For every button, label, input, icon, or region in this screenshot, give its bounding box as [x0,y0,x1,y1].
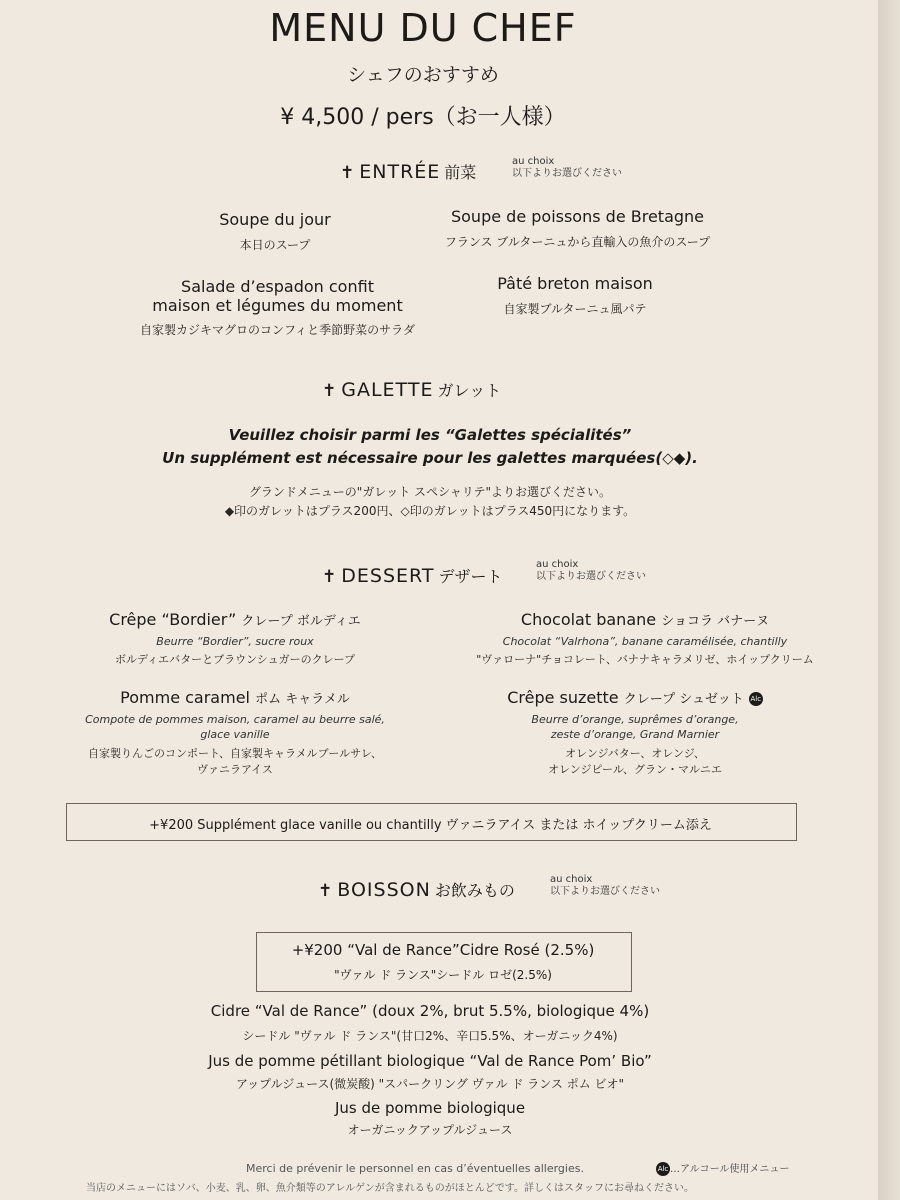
dish-name: Crêpe “Bordier” [109,610,237,629]
section-entree-heading [340,160,476,183]
section-boisson-title: BOISSON [337,879,431,901]
dish-jp-name: クレープ シュゼット [623,692,744,707]
menu-price: ¥ 4,500 / pers（お一人様） [280,105,566,130]
section-galette-heading [322,378,501,401]
alc-legend [656,1160,789,1176]
dish-name: Crêpe suzette [507,688,619,707]
dish-desc-jp: ボルディエバターとブラウンシュガーのクレープ [114,653,356,666]
drink-name: Jus de pomme pétillant biologique “Val de Rance Pom’ Bio” [208,1052,652,1070]
drink-jp: アップルジュース(微炭酸) "スパークリング ヴァル ド ランス ポム ビオ" [235,1077,625,1091]
dish-name: Chocolat banane [520,610,657,629]
dish-jp-name: ショコラ バナーヌ [661,614,770,629]
dish-jp: フランス ブルターニュから直輸入の魚介のスープ [444,235,711,249]
dish-name: Soupe de poissons de Bretagne [450,207,705,226]
menu-page-edge [878,0,900,1200]
hermine-icon: ✝ [322,567,338,587]
galette-note-fr: Veuillez choisir parmi les “Galettes spécialités” [228,426,632,444]
section-dessert-note [536,559,646,583]
entree-item [170,210,380,253]
allergy-note-jp: 当店のメニューにはソバ、小麦、乳、卵、魚介類等のアレルゲンが含まれるものがほとんどです。詳しくはスタッフにお尋ねください。 [86,1183,694,1194]
dish-name: Soupe du jour [219,210,331,229]
note-jp: 以下よりお選びください [512,168,622,179]
hermine-icon: ✝ [340,163,356,183]
boxed-drink-jp: "ヴァル ド ランス"シードル ロゼ(2.5%) [334,968,552,982]
dessert-item [460,610,830,667]
section-galette-jp: ガレット [437,381,502,400]
dish-desc-jp-2: オレンジピール、グラン・マルニエ [548,763,722,776]
hermine-icon: ✝ [322,381,338,401]
dish-desc-fr-2: zeste d’orange, Grand Marnier [550,728,720,741]
entree-item [110,277,445,338]
dish-jp: 自家製カジキマグロのコンフィと季節野菜のサラダ [140,323,415,337]
dish-name: Salade d’espadon confit [181,277,374,296]
allergy-note-fr: Merci de prévenir le personnel en cas d’éventuelles allergies. [246,1162,584,1175]
dish-jp-name: ポム キャラメル [255,692,350,707]
dish-desc-jp: 自家製りんごのコンポート、自家製キャラメルブールサレ、 [87,747,383,760]
dish-name-line2: maison et légumes du moment [152,296,403,315]
dessert-item [460,688,810,777]
note-fr: au choix [512,156,555,167]
dessert-item [60,688,410,777]
alcohol-badge-icon: Alc [656,1162,670,1176]
galette-note-fr-2: Un supplément est nécessaire pour les galettes marquées(◇◆). [162,449,698,467]
alc-legend-text: …アルコール使用メニュー [670,1164,790,1175]
entree-item [405,207,750,250]
note-fr: au choix [536,559,579,570]
dish-desc-jp-2: ヴァニラアイス [197,763,273,776]
section-boisson-note [550,874,660,898]
section-entree-jp: 前菜 [444,163,477,182]
dish-desc-fr-2: glace vanille [200,728,270,741]
dish-desc-jp: "ヴァローナ"チョコレート、バナナキャラメリゼ、ホイップクリーム [476,653,814,666]
dish-name: Pâté breton maison [497,274,653,293]
drink-name: Cidre “Val de Rance” (doux 2%, brut 5.5%, biologique 4%) [210,1002,650,1020]
dessert-item [70,610,400,667]
dish-desc-fr: Beurre d’orange, suprêmes d’orange, [531,713,739,726]
note-jp: 以下よりお選びください [550,886,660,897]
dish-jp: 自家製ブルターニュ風パテ [503,302,647,316]
drink-jp: オーガニックアップルジュース [347,1123,513,1137]
dish-desc-jp: オレンジバター、オレンジ、 [565,747,705,760]
entree-item [460,274,690,317]
drink-jp: シードル "ヴァル ド ランス"(甘口2%、辛口5.5%、オーガニック4%) [242,1029,618,1043]
dish-desc-fr: Compote de pommes maison, caramel au beurre salé, [85,713,385,726]
section-boisson-heading [318,878,515,901]
section-galette-title: GALETTE [341,379,434,401]
section-dessert-heading [322,564,502,587]
dish-jp-name: クレープ ボルディエ [241,614,361,629]
alcohol-badge-icon: Alc [749,692,763,706]
dish-desc-fr: Chocolat “Valrhona”, banane caramélisée, chantilly [502,635,788,648]
section-dessert-jp: デザート [438,567,503,586]
note-fr: au choix [550,874,593,885]
hermine-icon: ✝ [318,881,334,901]
section-entree-title: ENTRÉE [359,161,441,183]
drink-name: Jus de pomme biologique [334,1099,526,1117]
dish-jp: 本日のスープ [239,238,311,252]
section-boisson-jp: お飲みもの [434,881,515,900]
menu-subtitle: シェフのおすすめ [347,64,499,86]
section-entree-note [512,156,622,180]
galette-note-jp-2: ◆印のガレットはプラス200円、◇印のガレットはプラス450円になります。 [224,504,636,518]
supplement-text: +¥200 Supplément glace vanille ou chantilly ヴァニラアイス または ホイップクリーム添え [149,818,712,833]
galette-note-jp: グランドメニューの"ガレット スペシャリテ"よりお選びください。 [248,485,612,499]
menu-title: MENU DU CHEF [269,6,577,50]
section-dessert-title: DESSERT [341,565,435,587]
note-jp: 以下よりお選びください [536,571,646,582]
dish-name: Pomme caramel [120,688,250,707]
boxed-drink-fr: +¥200 “Val de Rance”Cidre Rosé (2.5%) [291,941,595,959]
dish-desc-fr: Beurre “Bordier”, sucre roux [156,635,314,648]
